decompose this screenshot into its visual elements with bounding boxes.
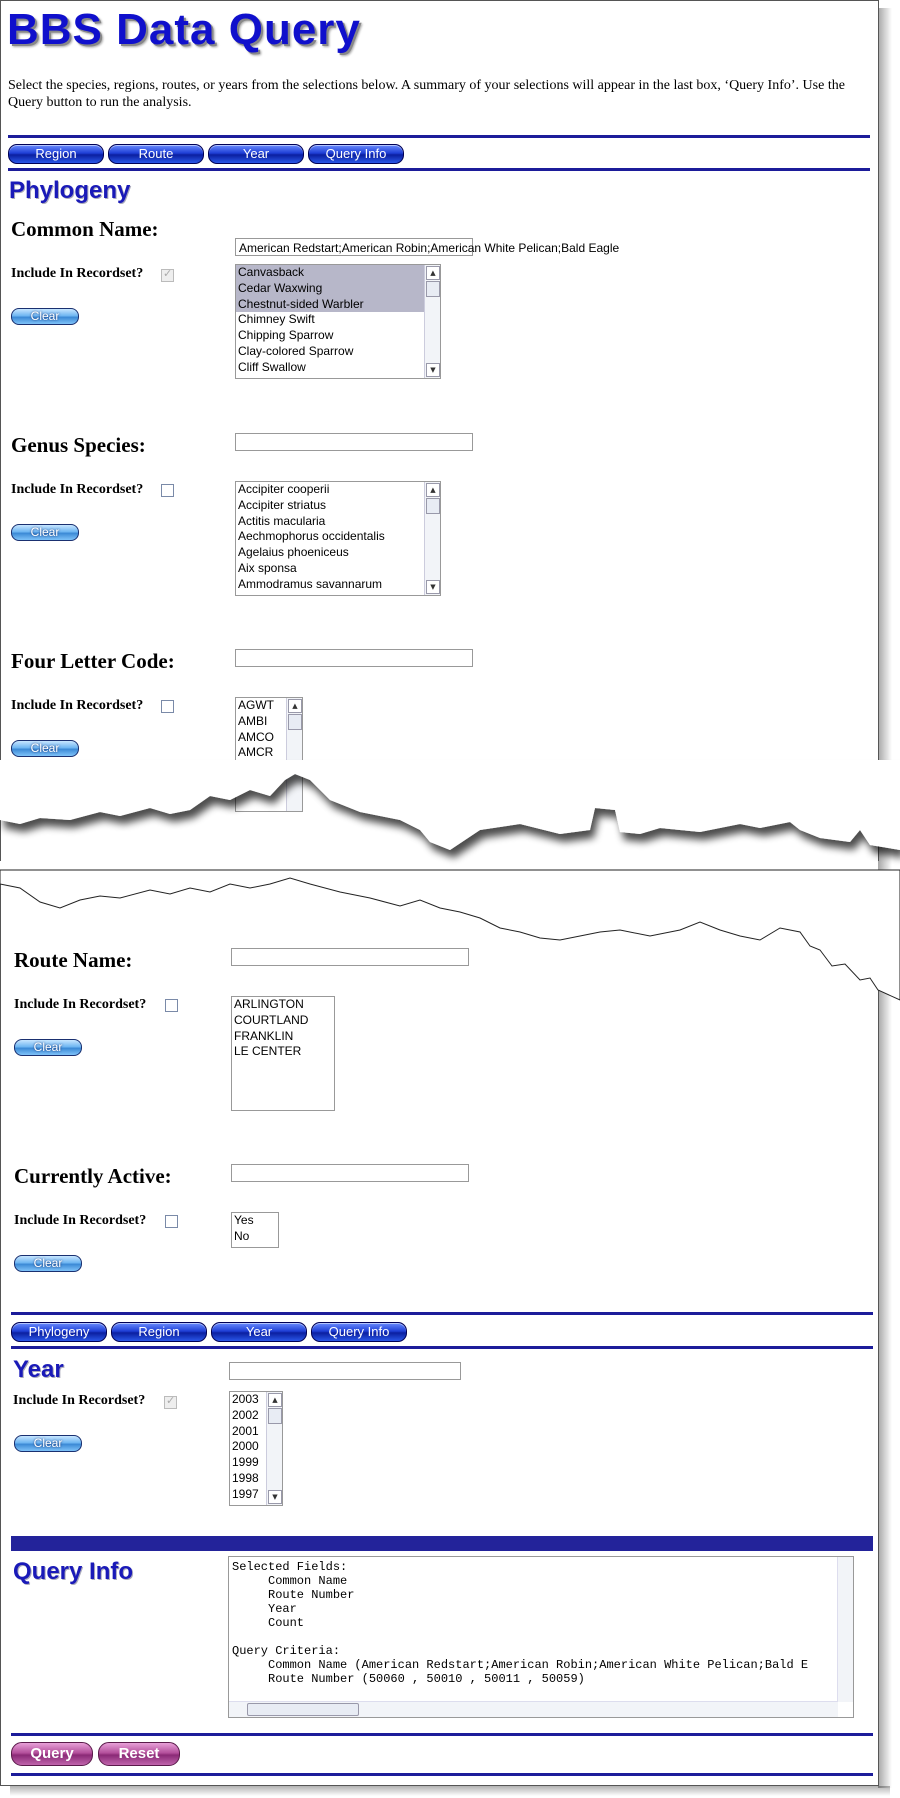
divider-band (11, 1536, 873, 1551)
torn-edge-bottom (0, 870, 900, 990)
nav-region-button[interactable]: Region (8, 144, 104, 164)
vertical-scrollbar[interactable] (837, 1557, 853, 1702)
scroll-thumb[interactable] (247, 1703, 359, 1716)
divider (8, 168, 870, 171)
route-name-clear-button[interactable]: Clear (14, 1039, 82, 1056)
list-item[interactable]: Agelaius phoeniceus (238, 545, 349, 560)
genus-species-input[interactable] (235, 433, 473, 451)
horizontal-scrollbar[interactable] (229, 1701, 838, 1717)
list-item[interactable]: 2002 (232, 1407, 259, 1422)
divider (11, 1733, 873, 1736)
list-item[interactable]: Cedar Waxwing (236, 281, 440, 297)
list-item[interactable]: LE CENTER (234, 1044, 302, 1059)
nav-year-button[interactable]: Year (211, 1322, 307, 1342)
list-item[interactable]: Aix sponsa (238, 560, 297, 575)
list-item[interactable]: Accipiter striatus (238, 497, 327, 512)
common-name-listbox[interactable] (235, 264, 441, 379)
four-letter-clear-button[interactable]: Clear (11, 740, 79, 757)
nav-query-info-button[interactable]: Query Info (308, 144, 404, 164)
year-include-checkbox[interactable] (164, 1396, 177, 1409)
list-item[interactable]: ARLINGTON (234, 997, 304, 1011)
route-name-label: Route Name: (14, 948, 133, 972)
include-recordset-label: Include In Recordset? (14, 997, 147, 1012)
nav-route-button[interactable]: Route (108, 144, 204, 164)
scroll-up-icon[interactable]: ▲ (426, 266, 440, 280)
page-title: BBS Data Query (7, 5, 361, 54)
route-name-listbox[interactable] (231, 996, 335, 1111)
scroll-up-icon[interactable]: ▲ (268, 1393, 282, 1407)
currently-active-clear-button[interactable]: Clear (14, 1255, 82, 1272)
scroll-down-icon[interactable]: ▼ (268, 1490, 282, 1504)
list-item[interactable]: 1998 (232, 1470, 259, 1485)
list-item[interactable]: Yes (234, 1213, 254, 1227)
nav-bar-bottom (11, 1322, 407, 1342)
divider (11, 1346, 873, 1349)
genus-species-label: Genus Species: (11, 433, 146, 457)
currently-active-label: Currently Active: (14, 1164, 172, 1188)
nav-bar-top (8, 144, 404, 164)
reset-button[interactable]: Reset (98, 1742, 180, 1766)
include-recordset-label: Include In Recordset? (11, 698, 144, 713)
list-item[interactable]: Aechmophorus occidentalis (238, 529, 385, 544)
list-item[interactable]: Accipiter cooperii (238, 482, 330, 496)
list-item[interactable]: COURTLAND (234, 1012, 309, 1027)
scroll-thumb[interactable] (426, 281, 440, 297)
list-item[interactable]: FRANKLIN (234, 1028, 294, 1043)
list-item[interactable]: Clay-colored Sparrow (238, 343, 354, 358)
list-item[interactable]: 2001 (232, 1423, 259, 1438)
scroll-up-icon[interactable]: ▲ (288, 699, 302, 713)
common-name-input[interactable]: American Redstart;American Robin;American White Pelican;Bald Eagle (235, 238, 473, 256)
list-item[interactable]: 2003 (232, 1392, 259, 1406)
genus-species-include-checkbox[interactable] (161, 484, 174, 497)
list-item[interactable]: Cliff Swallow (238, 359, 306, 374)
four-letter-code-input[interactable] (235, 649, 473, 667)
list-item[interactable]: AMCO (238, 729, 274, 744)
list-item[interactable]: Actitis macularia (238, 513, 326, 528)
scroll-down-icon[interactable]: ▼ (426, 580, 440, 594)
include-recordset-label: Include In Recordset? (14, 1213, 147, 1228)
divider (11, 1773, 873, 1776)
query-info-text: Selected Fields: Common Name Route Number Year Count Query Criteria: Common Name (American Redstart;American Robin;American White Pelican;Bald E Route Number (50060 , 50010 , 50011 , 50059) (232, 1560, 809, 1686)
include-recordset-label: Include In Recordset? (11, 266, 144, 281)
list-item[interactable]: Chipping Sparrow (238, 328, 334, 343)
list-item[interactable]: Ammodramus savannarum (238, 576, 383, 591)
year-heading: Year (13, 1356, 64, 1383)
scroll-down-icon[interactable]: ▼ (426, 363, 440, 377)
scrollbar[interactable] (424, 482, 440, 595)
query-info-textarea[interactable] (228, 1556, 854, 1718)
include-recordset-label: Include In Recordset? (11, 482, 144, 497)
currently-active-include-checkbox[interactable] (165, 1215, 178, 1228)
genus-species-listbox[interactable] (235, 481, 441, 596)
route-name-include-checkbox[interactable] (165, 999, 178, 1012)
scroll-up-icon[interactable]: ▲ (426, 483, 440, 497)
genus-species-clear-button[interactable]: Clear (11, 524, 79, 541)
nav-region-button[interactable]: Region (111, 1322, 207, 1342)
year-input[interactable] (229, 1362, 461, 1380)
query-info-heading: Query Info (13, 1558, 134, 1585)
list-item[interactable]: AMCR (238, 745, 274, 760)
list-item[interactable]: 1999 (232, 1455, 259, 1470)
nav-phylogeny-button[interactable]: Phylogeny (11, 1322, 107, 1342)
torn-edge-top (0, 760, 900, 870)
list-item[interactable]: AMBI (238, 713, 268, 728)
top-panel (0, 0, 879, 861)
divider (8, 135, 870, 138)
include-recordset-label: Include In Recordset? (13, 1393, 146, 1408)
list-item[interactable]: No (234, 1228, 250, 1243)
scroll-thumb[interactable] (268, 1408, 282, 1424)
divider (11, 1312, 873, 1315)
currently-active-listbox[interactable] (231, 1212, 279, 1248)
nav-year-button[interactable]: Year (208, 144, 304, 164)
list-item[interactable]: 2000 (232, 1439, 259, 1454)
scroll-thumb[interactable] (426, 498, 440, 514)
common-name-label: Common Name: (11, 217, 159, 241)
phylogeny-heading: Phylogeny (9, 177, 131, 204)
common-name-include-checkbox[interactable] (161, 269, 174, 282)
year-listbox[interactable] (229, 1391, 283, 1506)
list-item[interactable]: 1997 (232, 1486, 259, 1501)
scrollbar[interactable] (266, 1392, 282, 1505)
scroll-thumb[interactable] (288, 714, 302, 730)
list-item[interactable]: Canvasback (236, 265, 440, 281)
scrollbar[interactable] (424, 265, 440, 378)
four-letter-code-label: Four Letter Code: (11, 649, 175, 673)
list-item[interactable]: Chimney Swift (238, 312, 315, 327)
list-item[interactable]: AGWT (238, 698, 274, 712)
year-clear-button[interactable]: Clear (14, 1435, 82, 1452)
common-name-clear-button[interactable]: Clear (11, 308, 79, 325)
nav-query-info-button[interactable]: Query Info (311, 1322, 407, 1342)
currently-active-input[interactable] (231, 1164, 469, 1182)
list-item[interactable]: Chestnut-sided Warbler (236, 297, 440, 313)
four-letter-include-checkbox[interactable] (161, 700, 174, 713)
query-button[interactable]: Query (11, 1742, 93, 1766)
intro-text: Select the species, regions, routes, or years from the selections below. A summary of your selections will appear in the last box, ‘Query Info’. Use the Query button to run the analysis. (8, 78, 845, 110)
